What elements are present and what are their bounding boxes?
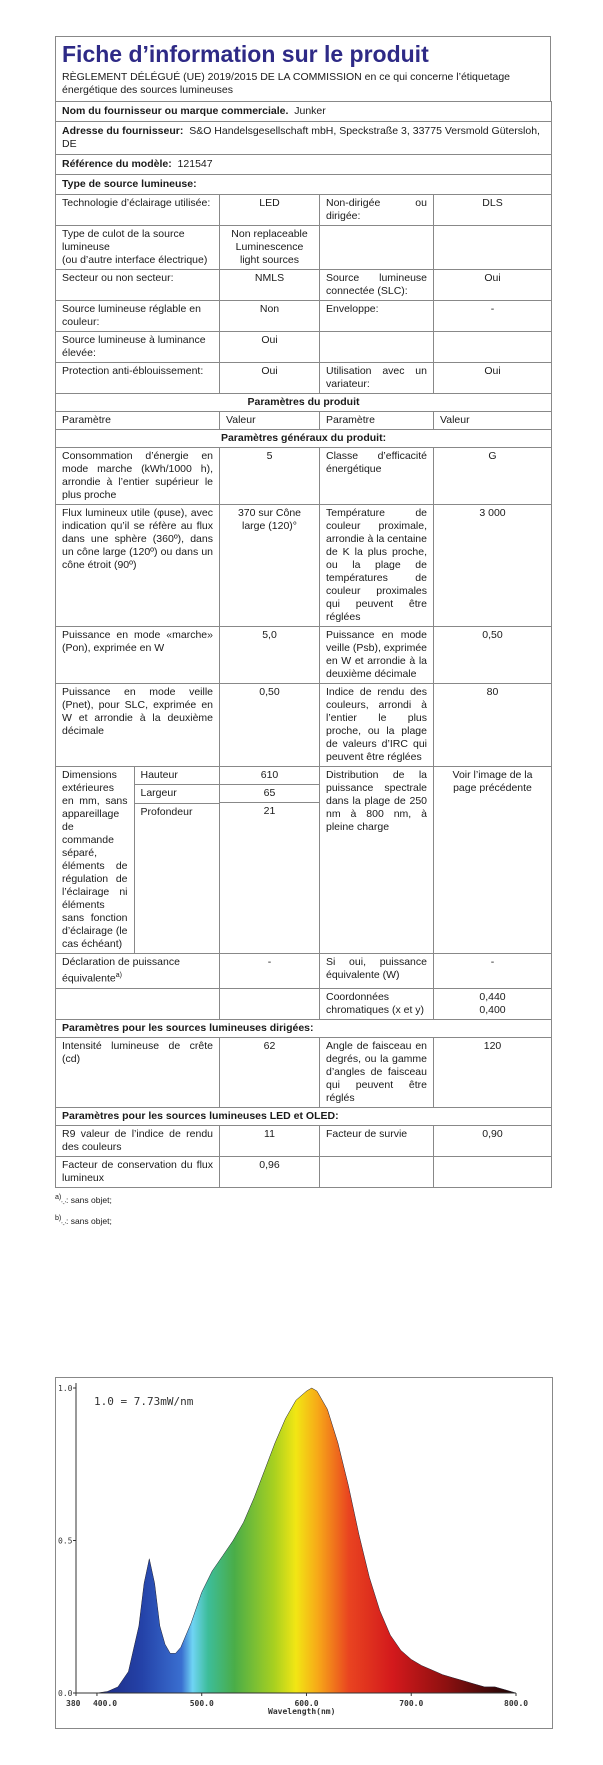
param-row bbox=[56, 684, 552, 767]
param-value: - bbox=[220, 954, 320, 989]
param-label: Flux lumineux utile (φuse), avec indication qu’il se réfère au flux dans une sphère (360º), dans un cône large (120º) ou dans un cône étroit (90º) bbox=[56, 505, 220, 627]
model-row bbox=[56, 155, 552, 175]
dim-value: 65 bbox=[220, 785, 319, 803]
type-row bbox=[56, 195, 552, 226]
param-value: 0,50 bbox=[434, 627, 552, 684]
supplier-address-label: Adresse du fournisseur: bbox=[62, 125, 184, 137]
product-info-sheet bbox=[55, 36, 551, 1233]
dimensions-row bbox=[56, 767, 552, 954]
equivalent-label-text: Déclaration de puissance équivalente bbox=[62, 956, 180, 985]
supplier-name-row bbox=[56, 102, 552, 122]
general-params-heading: Paramètres généraux du produit: bbox=[56, 430, 552, 448]
type-heading: Type de source lumineuse: bbox=[56, 175, 552, 195]
param-row bbox=[56, 627, 552, 684]
param-label: Coordonnées chromatiques (x et y) bbox=[320, 988, 434, 1019]
led-heading: Paramètres pour les sources lumineuses LED et OLED: bbox=[56, 1107, 552, 1125]
col-value-header: Valeur bbox=[220, 412, 320, 430]
chroma-y: 0,400 bbox=[479, 1003, 506, 1016]
col-param-header: Paramètre bbox=[320, 412, 434, 430]
chart-annotation: 1.0 = 7.73mW/nm bbox=[94, 1395, 194, 1408]
col-param-header: Paramètre bbox=[56, 412, 220, 430]
param-label: Température de couleur proximale, arrondie à la centaine de K la plus proche, ou la plage de températures de couleur proximales qui peuvent être réglées bbox=[320, 505, 434, 627]
x-tick-label: 380 bbox=[66, 1699, 81, 1708]
dim-name: Largeur bbox=[134, 785, 219, 803]
param-value bbox=[434, 1156, 552, 1187]
param-label: Protection anti-éblouissement: bbox=[56, 363, 220, 394]
model-value: 121547 bbox=[177, 158, 213, 170]
footnotes bbox=[55, 1190, 551, 1233]
param-value: 3 000 bbox=[434, 505, 552, 627]
type-row bbox=[56, 301, 552, 332]
param-label: Puissance en mode veille (Psb), exprimée en W et arrondie à la deuxième décimale bbox=[320, 627, 434, 684]
model-label: Référence du modèle: bbox=[62, 158, 172, 170]
param-label: Distribution de la puissance spectrale dans la plage de 250 nm à 800 nm, à pleine charge bbox=[320, 767, 434, 954]
param-value: Non bbox=[220, 301, 320, 332]
param-row bbox=[56, 1125, 552, 1156]
col-value-header: Valeur bbox=[434, 412, 552, 430]
dimensions-label: Dimensions extérieures en mm, sans appareillage de commande séparé, éléments de régulation de l’éclairage ni éléments sans fonction d’éclairage (le cas échéant) bbox=[56, 767, 134, 953]
param-value: Oui bbox=[434, 270, 552, 301]
param-value: Oui bbox=[220, 332, 320, 363]
footnote-dash: ’-’ bbox=[61, 1222, 66, 1229]
spectrum-area bbox=[76, 1388, 516, 1693]
param-value: Oui bbox=[220, 363, 320, 394]
param-value: Oui bbox=[434, 363, 552, 394]
equivalent-label bbox=[56, 954, 220, 989]
param-row bbox=[56, 988, 552, 1019]
dimensions-inner bbox=[56, 767, 219, 953]
x-tick-label: 800.0 bbox=[504, 1699, 529, 1708]
param-label: Source lumineuse connectée (SLC): bbox=[320, 270, 434, 301]
footnote-dash: ’-’ bbox=[61, 1201, 66, 1208]
param-label: Source lumineuse à luminance élevée: bbox=[56, 332, 220, 363]
supplier-address-row bbox=[56, 122, 552, 155]
dim-value: 610 bbox=[220, 767, 319, 785]
param-value: - bbox=[434, 301, 552, 332]
footnote-mark: a) bbox=[55, 1192, 62, 1201]
y-tick-label: 1.0 bbox=[58, 1384, 73, 1393]
param-label: Angle de faisceau en degrés, ou la gamme d’angles de faisceau qui peuvent être réglés bbox=[320, 1037, 434, 1107]
type-row bbox=[56, 270, 552, 301]
product-params-heading: Paramètres du produit bbox=[56, 394, 552, 412]
dim-value: 21 bbox=[263, 805, 276, 817]
page-title: Fiche d’information sur le produit bbox=[62, 41, 429, 67]
x-tick-label: 500.0 bbox=[189, 1699, 214, 1708]
column-header-row bbox=[56, 412, 552, 430]
param-value: 120 bbox=[434, 1037, 552, 1107]
y-tick-label: 0.0 bbox=[58, 1689, 73, 1698]
param-label: Indice de rendu des couleurs, arrondi à l’entier le plus proche, ou la plage de valeurs d’IRC qui peuvent être réglées bbox=[320, 684, 434, 767]
param-label: R9 valeur de l’indice de rendu des couleurs bbox=[56, 1125, 220, 1156]
param-label bbox=[320, 226, 434, 270]
param-value: LED bbox=[220, 195, 320, 226]
param-label: Facteur de survie bbox=[320, 1125, 434, 1156]
dim-name: Hauteur bbox=[134, 767, 219, 785]
param-label: Consommation d’énergie en mode marche (kWh/1000 h), arrondie à l’entier supérieur le plus proche bbox=[56, 448, 220, 505]
footnote bbox=[55, 1211, 551, 1233]
param-label: Utilisation avec un variateur: bbox=[320, 363, 434, 394]
param-value: Non replaceable Luminescence light sources bbox=[220, 226, 320, 270]
param-value: 11 bbox=[220, 1125, 320, 1156]
param-value: 0,90 bbox=[434, 1125, 552, 1156]
param-label: Non-dirigée ou dirigée: bbox=[320, 195, 434, 226]
param-row bbox=[56, 1156, 552, 1187]
type-row bbox=[56, 332, 552, 363]
dimensions-cell bbox=[56, 767, 220, 954]
x-tick-label: 700.0 bbox=[399, 1699, 424, 1708]
param-value: 0,50 bbox=[220, 684, 320, 767]
param-value: DLS bbox=[434, 195, 552, 226]
param-value: - bbox=[434, 954, 552, 989]
param-row bbox=[56, 448, 552, 505]
directed-heading: Paramètres pour les sources lumineuses dirigées: bbox=[56, 1019, 552, 1037]
header-box bbox=[55, 36, 551, 101]
param-label: Technologie d’éclairage utilisée: bbox=[56, 195, 220, 226]
spectrum-svg bbox=[56, 1378, 552, 1728]
param-value: G bbox=[434, 448, 552, 505]
param-label: Facteur de conservation du flux lumineux bbox=[56, 1156, 220, 1187]
param-label: Type de culot de la source lumineuse (ou d’autre interface électrique) bbox=[56, 226, 220, 270]
param-value: NMLS bbox=[220, 270, 320, 301]
x-tick-label: 600.0 bbox=[294, 1699, 319, 1708]
param-value: 80 bbox=[434, 684, 552, 767]
x-tick-label: 400.0 bbox=[92, 1699, 118, 1708]
param-value bbox=[434, 226, 552, 270]
spectrum-chart bbox=[55, 1377, 553, 1729]
dim-name: Profondeur bbox=[140, 805, 193, 818]
param-label: Puissance en mode veille (Pnet), pour SLC, exprimée en W et arrondie à la deuxième décimale bbox=[56, 684, 220, 767]
type-row bbox=[56, 363, 552, 394]
type-row bbox=[56, 226, 552, 270]
chroma-x: 0,440 bbox=[479, 990, 506, 1003]
param-label: Secteur ou non secteur: bbox=[56, 270, 220, 301]
footnote-mark: b) bbox=[55, 1214, 62, 1223]
param-label: Puissance en mode «marche» (Pon), exprimée en W bbox=[56, 627, 220, 684]
param-row bbox=[56, 954, 552, 989]
param-value: 62 bbox=[220, 1037, 320, 1107]
supplier-name-label: Nom du fournisseur ou marque commerciale. bbox=[62, 105, 289, 117]
param-row bbox=[56, 505, 552, 627]
regulation-subtitle: RÈGLEMENT DÉLÉGUÉ (UE) 2019/2015 DE LA COMMISSION en ce qui concerne l’étiquetage énergétique des sources lumineuses bbox=[62, 71, 511, 96]
footnote-text: : sans objet; bbox=[65, 1215, 112, 1226]
x-axis-label: Wavelength(nm) bbox=[268, 1707, 336, 1716]
param-value: 5,0 bbox=[220, 627, 320, 684]
param-label: Source lumineuse réglable en couleur: bbox=[56, 301, 220, 332]
supplier-table bbox=[55, 101, 552, 1188]
footnote bbox=[55, 1190, 551, 1212]
param-label bbox=[320, 1156, 434, 1187]
param-label: Enveloppe: bbox=[320, 301, 434, 332]
param-value bbox=[434, 332, 552, 363]
param-label bbox=[320, 332, 434, 363]
param-value: Voir l’image de la page précédente bbox=[434, 767, 552, 954]
param-label: Classe d’efficacité énergétique bbox=[320, 448, 434, 505]
footnote-text: : sans objet; bbox=[65, 1194, 112, 1205]
dimensions-values bbox=[220, 767, 320, 954]
chroma-values bbox=[434, 988, 552, 1019]
footnote-ref: a) bbox=[115, 972, 122, 979]
supplier-address-value: S&O Handelsgesellschaft mbH, Speckstraße 3, 33775 Versmold Gütersloh, DE bbox=[62, 125, 540, 150]
param-value: 370 sur Cône large (120)° bbox=[220, 505, 320, 627]
supplier-name-value: Junker bbox=[294, 105, 326, 117]
param-value: 5 bbox=[220, 448, 320, 505]
param-row bbox=[56, 1037, 552, 1107]
y-tick-label: 0.5 bbox=[58, 1536, 73, 1546]
param-label: Intensité lumineuse de crête (cd) bbox=[56, 1037, 220, 1107]
param-value: 0,96 bbox=[220, 1156, 320, 1187]
param-label: Si oui, puissance équivalente (W) bbox=[320, 954, 434, 989]
